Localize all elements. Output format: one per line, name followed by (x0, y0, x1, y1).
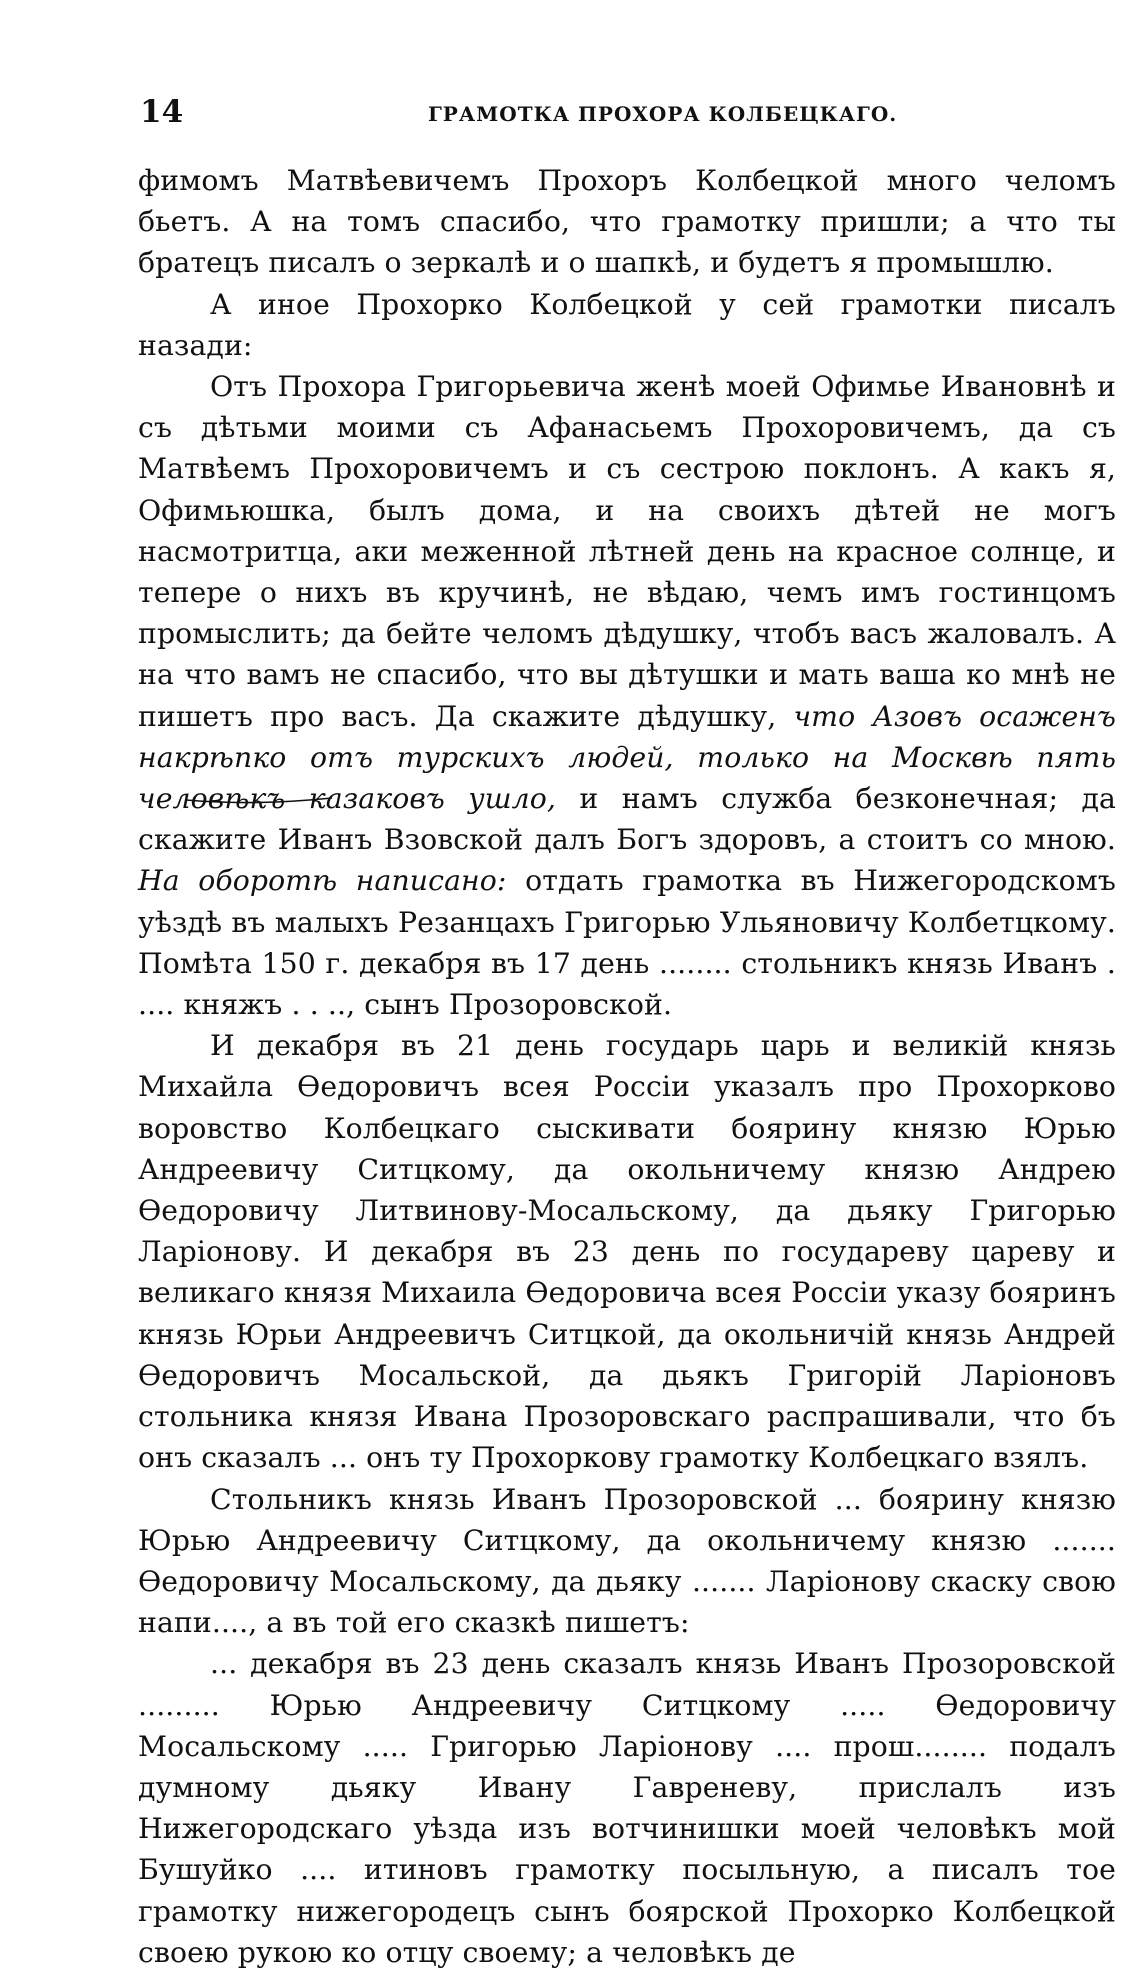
letter-text-1: Отъ Прохора Григорьевича женѣ моей Офимье Ивановнѣ и съ дѣтьми моими съ Афанасьемъ Прохоровичемъ, да съ Матвѣемъ Прохоровичемъ и съ сестрою поклонъ. А какъ я, Офимьюшка, былъ дома, и на своихъ дѣтей не могъ насмотритца, аки меженной лѣтней день на красное солнце, и тепере о нихъ въ кручинѣ, не вѣдаю, чемъ имъ гостинцомъ промыслить; да бейте челомъ дѣдушку, чтобъ васъ жаловалъ. А на что вамъ не спасибо, что вы дѣтушки и мать ваша ко мнѣ не пишетъ про васъ. Да скажите дѣдушку, (138, 370, 1116, 733)
verso-note-italic: На оборотѣ написано: (138, 864, 507, 898)
letter-text-3: отдать грамотка въ Нижегородскомъ уѣздѣ въ малыхъ Резанцахъ Григорью Ульяновичу Колбетцкому. Помѣта 150 г. декабря въ 17 день ........ стольникъ князь Иванъ . .... княжъ . . .., сынъ Прозоровской. (138, 864, 1116, 1022)
paragraph-6: ... декабря въ 23 день сказалъ князь Иванъ Прозоровской ......... Юрью Андреевичу Ситцкому ..... Ѳедоровичу Мосальскому ..... Григорью Ларіонову .... прош........ подалъ думному дьяку Ивану Гавреневу, прислалъ изъ Нижегородскаго уѣзда изъ вотчинишки моей человѣкъ мой Бушуйко .... итиновъ грамотку посыльную, а писалъ тое грамотку нижегородецъ сынъ боярской Прохорко Колбецкой своею рукою ко отцу своему; а человѣкъ де (138, 1647, 1116, 1969)
letter-text-2: и намъ служба безконечная; да скажите Иванъ Взовской далъ Богъ здоровъ, а стоитъ со мною. (138, 782, 1116, 857)
book-page (138, 94, 1116, 1973)
page-number: 14 (140, 94, 184, 130)
paragraph-3 (138, 366, 1116, 1025)
letter-italic-1: что Азовъ осаженъ накрѣпко отъ турскихъ людей, только на Москвѣ пять человѣкъ казаковъ ушло, (138, 699, 1116, 816)
paragraph-4: И декабря въ 21 день государь царь и великій князь Михайла Ѳедоровичъ всея Россіи указалъ про Прохорково воровство Колбецкаго сыскивати боярину князю Юрью Андреевичу Ситцкому, да окольничему князю Андрею Ѳедоровичу Литвинову-Мосальскому, да дьяку Григорью Ларіонову. И декабря въ 23 день по государеву цареву и великаго князя Михаила Ѳедоровича всея Россіи указу бояринъ князь Юрьи Андреевичъ Ситцкой, да окольничій князь Андрей Ѳедоровичъ Мосальской, да дьякъ Григорій Ларіоновъ стольника князя Ивана Прозоровскаго распрашивали, что бъ онъ сказалъ ... онъ ту Прохоркову грамотку Колбецкаго взялъ. (138, 1029, 1116, 1475)
running-title: ГРАМОТКА ПРОХОРА КОЛБЕЦКАГО. (428, 102, 898, 126)
pen-underline-mark (184, 794, 334, 806)
page-header (138, 94, 1116, 144)
paragraph-2: А иное Прохорко Колбецкой у сей грамотки писалъ назади: (138, 287, 1116, 362)
paragraph-1: фимомъ Матвѣевичемъ Прохоръ Колбецкой много челомъ бьетъ. А на томъ спасибо, что грамотку пришли; а что ты братецъ писалъ о зеркалѣ и о шапкѣ, и будетъ я промышлю. (138, 164, 1116, 280)
paragraph-5: Стольникъ князь Иванъ Прозоровской ... боярину князю Юрью Андреевичу Ситцкому, да окольничему князю ....... Ѳедоровичу Мосальскому, да дьяку ....... Ларіонову скаску свою напи...., а въ той его сказкѣ пишетъ: (138, 1482, 1116, 1640)
